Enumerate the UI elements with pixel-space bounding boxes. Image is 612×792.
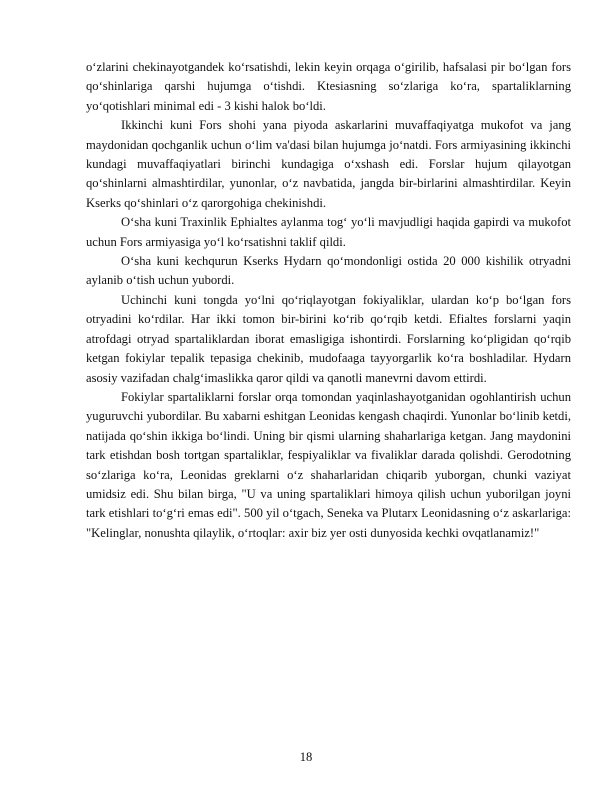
paragraph: Fokiylar spartaliklarni forslar orqa tomondan yaqinlashayotganidan ogohlantirish uchun yuguruvchi yubordilar. Bu xabarni eshitgan Leonidas kengash chaqirdi. Yunonlar bo‘linib ketdi, natijada qo‘shin ikkiga bo‘lindi. Uning bir qismi ularning shaharlariga ketgan. Jang maydonini tark etishdan bosh tortgan spartaliklar, fespiyaliklar va fivaliklar darada qolishdi. Gerodotning so‘zlariga ko‘ra, Leonidas greklarni o‘z shaharlaridan chiqarib yuborgan, chunki vaziyat umidsiz edi. Shu bilan birga, "U va uning spartaliklari himoya qilish uchun yuborilgan joyni tark etishlari to‘g‘ri emas edi". 500 yil o‘tgach, Seneka va Plutarx Leonidasning o‘z askarlariga: "Kelinglar, nonushta qilaylik, o‘rtoqlar: axir biz yer osti dunyosida kechki ovqatlanamiz!" [86, 389, 571, 540]
body-text [86, 58, 571, 543]
page-number: 18 [299, 750, 313, 764]
paragraph: O‘sha kuni kechqurun Kserks Hydarn qo‘mondonligi ostida 20 000 kishilik otryadni aylanib o‘tish uchun yubordi. [86, 254, 571, 288]
paragraph: O‘sha kuni Traxinlik Ephialtes aylanma tog‘ yo‘li mavjudligi haqida gapirdi va mukofot uchun Fors armiyasiga yo‘l ko‘rsatishni taklif qildi. [86, 215, 571, 249]
paragraph: Uchinchi kuni tongda yo‘lni qo‘riqlayotgan fokiyaliklar, ulardan ko‘p bo‘lgan fors otryadini ko‘rdilar. Har ikki tomon bir-birini ko‘rib qo‘rqib ketdi. Efialtes forslarni yaqin atrofdagi otryad spartaliklardan iborat emasligiga ishontirdi. Forslarning ko‘pligidan qo‘rqib ketgan fokiylar tepalik tepasiga chekinib, mudofaaga tayyorgarlik ko‘ra boshladilar. Hydarn asosiy vazifadan chalg‘imaslikka qaror qildi va qanotli manevrni davom ettirdi. [86, 292, 571, 385]
paragraph-continuation: o‘zlarini chekinayotgandek ko‘rsatishdi, lekin keyin orqaga o‘girilib, hafsalasi pir bo‘lgan fors qo‘shinlariga qarshi hujumga o‘tishdi. Ktesiasning so‘zlariga ko‘ra, spartaliklarning yo‘qotishlari minimal edi - 3 kishi halok bo‘ldi. [86, 60, 571, 113]
paragraph: Ikkinchi kuni Fors shohi yana piyoda askarlarini muvaffaqiyatga mukofot va jang maydonidan qochganlik uchun o‘lim va'dasi bilan hujumga jo‘natdi. Fors armiyasining ikkinchi kundagi muvaffaqiyatlari birinchi kundagiga o‘xshash edi. Forslar hujum qilayotgan qo‘shinlarni almashtirdilar, yunonlar, o‘z navbatida, jangda bir-birlarini almashtirdilar. Keyin Kserks qo‘shinlari o‘z qarorgohiga chekinishdi. [86, 118, 571, 210]
